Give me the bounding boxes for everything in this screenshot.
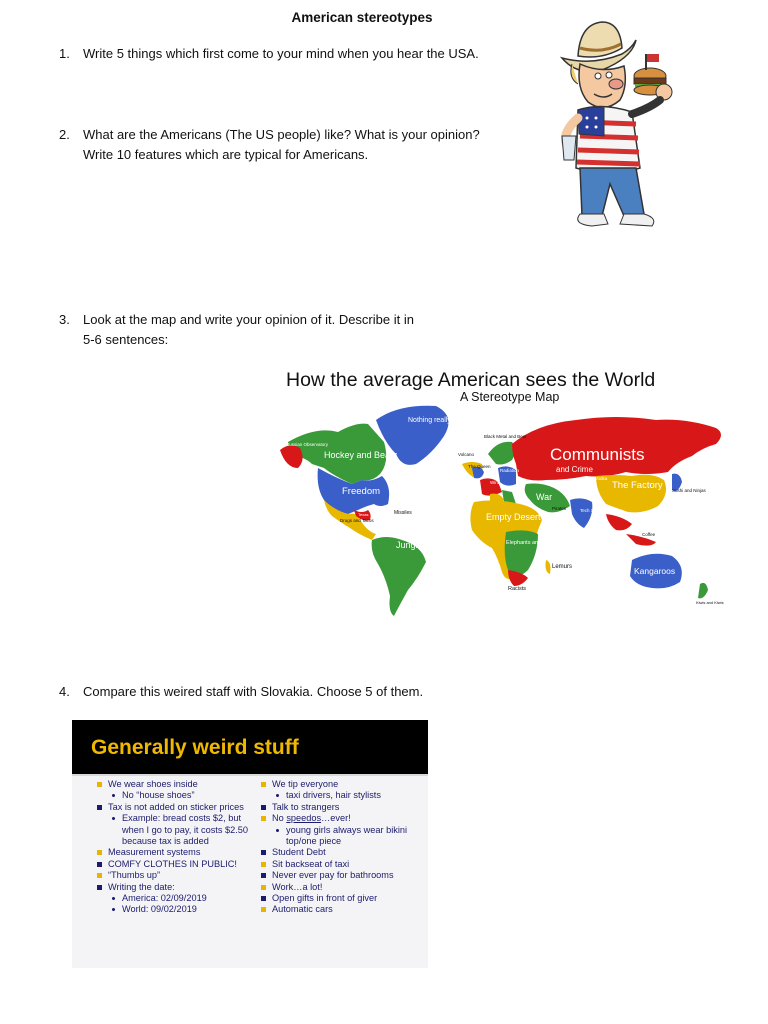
- slide-right-item: [258, 882, 420, 893]
- slide-item-text: Student Debt: [272, 847, 326, 858]
- slide-item-text: Measurement systems: [108, 847, 201, 858]
- square-bullet: [261, 862, 266, 867]
- slide-right-item: [258, 870, 420, 881]
- slide-right-item: [258, 859, 420, 870]
- question-3-line-2: 5-6 sentences:: [83, 332, 169, 347]
- square-bullet: [97, 885, 102, 890]
- slide-left-item: [94, 813, 254, 847]
- label-war: War: [536, 492, 553, 502]
- label-missiles: Missiles: [394, 510, 412, 516]
- label-nothing-really: Nothing really: [408, 417, 451, 424]
- slide-left-item: [94, 904, 254, 915]
- label-russian-observatory: Russian Observatory: [286, 442, 329, 447]
- slide-left-item: [94, 893, 254, 904]
- square-bullet: [261, 816, 266, 821]
- question-4-text: Compare this weired staff with Slovakia. Choose 5 of them.: [83, 684, 424, 699]
- slide-item-text: Tax is not added on sticker prices: [108, 801, 244, 812]
- slide-right-item: [258, 825, 420, 848]
- question-2-line-2: Write 10 features which are typical for Americans.: [83, 147, 369, 162]
- square-bullet: [261, 907, 266, 912]
- slide-left-column: [94, 779, 254, 916]
- square-bullet: [261, 850, 266, 855]
- question-3: [59, 310, 479, 350]
- square-bullet: [97, 862, 102, 867]
- label-empty-desert: Empty Desert: [486, 512, 541, 522]
- label-jungle-savages: Jungle Savages: [396, 540, 461, 550]
- weird-stuff-slide: [72, 720, 428, 968]
- label-hockey-bears: Hockey and Bears: [324, 450, 398, 460]
- slide-right-item: [258, 802, 420, 813]
- label-kangaroos: Kangaroos: [634, 566, 676, 576]
- slide-left-item: [94, 882, 254, 893]
- slide-item-text: Automatic cars: [272, 904, 333, 915]
- slide-item-text: Sit backseat of taxi: [272, 858, 350, 869]
- sub-bullet-dot: [276, 829, 279, 832]
- slide-item-text: We wear shoes inside: [108, 779, 198, 789]
- slide-item-text: Work…a lot!: [272, 881, 323, 892]
- sub-bullet-dot: [112, 897, 115, 900]
- square-bullet: [97, 805, 102, 810]
- label-kiwis: Kiwis and Kiwis: [696, 600, 724, 605]
- sub-bullet-dot: [112, 817, 115, 820]
- label-pirates: Pirates: [552, 506, 567, 511]
- slide-left-item: [94, 870, 254, 881]
- label-coffee: Coffee: [642, 532, 656, 537]
- sub-bullet-dot: [112, 794, 115, 797]
- slide-right-item: [258, 779, 420, 790]
- region-madagascar: [546, 560, 551, 574]
- sub-bullet-dot: [112, 908, 115, 911]
- label-radiation: Radiation: [500, 468, 520, 473]
- slide-header: [72, 720, 428, 776]
- map-subtitle: A Stereotype Map: [460, 390, 560, 404]
- sub-bullet-dot: [276, 794, 279, 797]
- slide-left-item: [94, 779, 254, 790]
- question-1-number: 1.: [59, 46, 70, 61]
- region-scandinavia: [488, 442, 515, 465]
- slide-item-text: COMFY CLOTHES IN PUBLIC!: [108, 858, 237, 869]
- slide-item-text: Never ever pay for bathrooms: [272, 870, 394, 881]
- label-the-factory: The Factory: [612, 480, 663, 491]
- label-communists: Communists: [550, 445, 645, 464]
- region-new-zealand: [698, 583, 708, 598]
- square-bullet: [97, 850, 102, 855]
- label-drugs-tacos: Drugs and Tacos: [340, 518, 374, 523]
- square-bullet: [261, 885, 266, 890]
- label-volcano: Volcano: [458, 452, 475, 457]
- question-3-line-1: Look at the map and write your opinion of it. Describe it in: [83, 312, 414, 327]
- label-lemurs: Lemurs: [552, 564, 573, 570]
- slide-item-text: Example: bread costs $2, but when I go to pay, it costs $2.50 because tax is added: [122, 813, 248, 847]
- label-noodles: Noodles: [606, 508, 623, 513]
- slide-right-column: [258, 779, 420, 916]
- slide-item-text: Writing the date:: [108, 881, 175, 892]
- map-title: How the average American sees the World: [286, 369, 656, 391]
- question-3-number: 3.: [59, 312, 70, 327]
- label-black-metal: Black Metal and Beer: [484, 434, 527, 439]
- label-tech-support: Tech Support: [580, 508, 607, 513]
- label-freedom: Freedom: [342, 486, 381, 497]
- label-vodka: and Vodka: [586, 476, 608, 481]
- slide-title: Generally weird stuff: [91, 736, 299, 759]
- question-2-number: 2.: [59, 127, 70, 142]
- label-sushi-ninjas: Sushi and Ninjas: [672, 488, 706, 493]
- slide-right-item: [258, 847, 420, 858]
- slide-right-item: [258, 904, 420, 915]
- question-2-line-1: What are the Americans (The US people) like? What is your opinion?: [83, 127, 480, 142]
- label-crime: and Crime: [556, 465, 593, 474]
- label-elephants-lions: Elephants and Lions: [506, 540, 556, 546]
- slide-item-text: “Thumbs up”: [108, 870, 161, 881]
- label-the-queen: The Queen: [468, 464, 491, 469]
- slide-item-text: No speedos…ever!: [272, 813, 351, 824]
- slide-item-text: We tip everyone: [272, 779, 339, 789]
- slide-right-item: [258, 813, 420, 824]
- slide-item-text: No “house shoes”: [122, 790, 195, 801]
- label-texas: Texas: [358, 512, 369, 517]
- slide-left-item: [94, 847, 254, 858]
- slide-item-text: taxi drivers, hair stylists: [286, 790, 381, 801]
- region-central-africa: [505, 530, 538, 576]
- question-1-text: Write 5 things which first come to your mind when you hear the USA.: [83, 46, 479, 61]
- question-1: [59, 44, 529, 64]
- document-title: American stereotypes: [291, 10, 433, 25]
- square-bullet: [261, 896, 266, 901]
- question-4-number: 4.: [59, 684, 70, 699]
- question-4: [59, 682, 479, 702]
- square-bullet: [97, 782, 102, 787]
- region-india: [570, 498, 592, 528]
- slide-right-item: [258, 893, 420, 904]
- square-bullet: [261, 805, 266, 810]
- label-racists: Racists: [508, 586, 527, 592]
- square-bullet: [261, 782, 266, 787]
- slide-item-text: World: 09/02/2019: [122, 904, 197, 915]
- stereotype-world-map: [276, 364, 732, 624]
- slide-right-item: [258, 790, 420, 801]
- slide-item-text: Open gifts in front of giver: [272, 893, 378, 904]
- square-bullet: [97, 873, 102, 878]
- slide-left-item: [94, 802, 254, 813]
- slide-item-text: America: 02/09/2019: [122, 893, 207, 904]
- region-southeast-asia: [606, 514, 632, 530]
- cowboy-cartoon-illustration: [532, 18, 724, 230]
- square-bullet: [261, 873, 266, 878]
- slide-left-item: [94, 790, 254, 801]
- slide-item-text: Talk to strangers: [272, 801, 340, 812]
- question-2: [59, 125, 529, 165]
- label-wine: Wine: [490, 480, 501, 485]
- slide-left-item: [94, 859, 254, 870]
- slide-item-text: young girls always wear bikini top/one piece: [286, 824, 408, 847]
- region-alaska: [280, 445, 303, 468]
